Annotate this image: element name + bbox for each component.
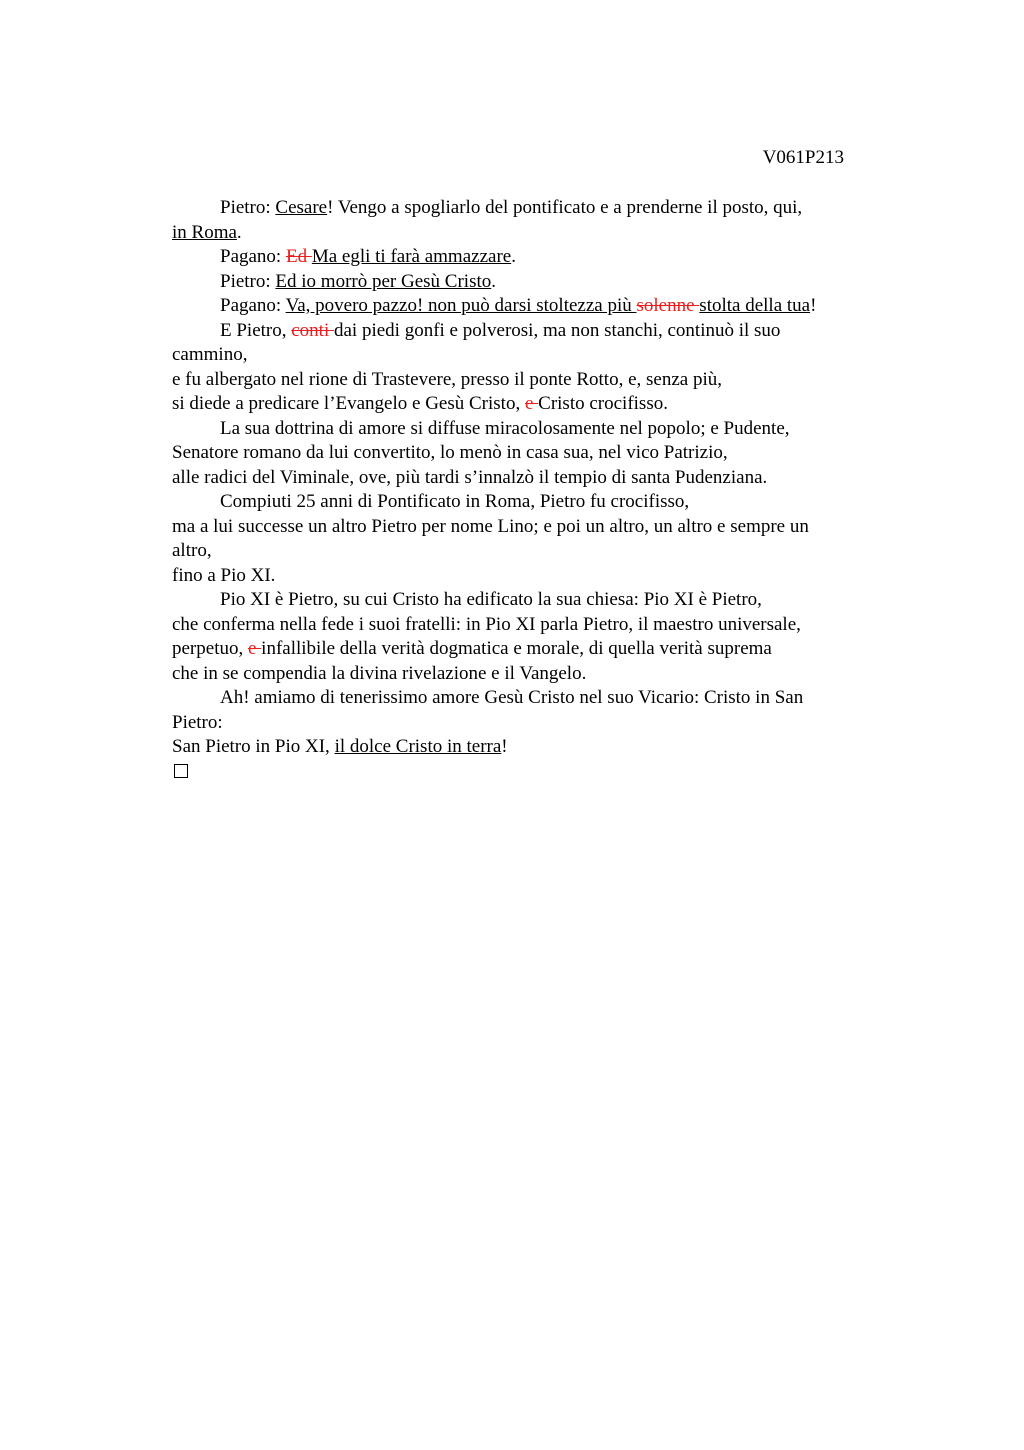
end-square-icon xyxy=(174,764,188,778)
text-run: . xyxy=(236,221,242,243)
paragraph-8: La sua dottrina di amore si diffuse miracolosamente nel popolo; e Pudente, xyxy=(220,417,790,439)
text-run: dai piedi gonfi e polverosi, ma non stanchi, continuò il suo xyxy=(334,319,781,341)
paragraph-2 xyxy=(172,245,882,270)
text-run: . xyxy=(491,270,496,292)
underlined-text: Ma egli ti farà ammazzare xyxy=(311,246,512,267)
deleted-text: Ed xyxy=(285,246,312,267)
text-run: Cristo crocifisso. xyxy=(538,393,668,414)
deleted-text: solenne xyxy=(636,295,700,316)
text-run: perpetuo, xyxy=(172,638,248,659)
paragraph-16 xyxy=(172,637,882,662)
underlined-text: Cesare xyxy=(275,197,328,218)
text-run: ! Vengo a spogliarlo del pontificato e a prenderne il posto, qui, xyxy=(327,197,803,218)
paragraph-19 xyxy=(172,735,882,760)
speaker-label: Pietro: xyxy=(220,197,276,218)
paragraph-13: fino a Pio XI. xyxy=(172,564,276,586)
page-id: V061P213 xyxy=(762,147,844,168)
underlined-text: stolta della tua xyxy=(699,295,811,316)
text-run: ! xyxy=(501,736,508,757)
speaker-label: Pagano: xyxy=(220,295,286,316)
paragraph-12: ma a lui successe un altro Pietro per nome Lino; e poi un altro, un altro e sempre un xyxy=(172,515,809,537)
speaker-label: Pietro: xyxy=(220,270,276,292)
underlined-text: Va, povero pazzo! non può darsi stoltezza più xyxy=(285,295,637,316)
paragraph-12-cont: altro, xyxy=(172,540,212,561)
text-run: E Pietro, xyxy=(220,319,292,341)
paragraph-5-cont: cammino, xyxy=(172,344,248,365)
text-run: . xyxy=(511,246,516,267)
paragraph-11: Compiuti 25 anni di Pontificato in Roma, Pietro fu crocifisso, xyxy=(220,491,690,512)
paragraph-1 xyxy=(172,196,882,221)
paragraph-1-cont xyxy=(172,221,882,246)
paragraph-4 xyxy=(172,294,882,319)
paragraph-3 xyxy=(172,270,882,295)
deleted-text: e xyxy=(524,393,539,414)
deleted-text: e xyxy=(247,638,262,659)
text-run: San Pietro in Pio XI, xyxy=(172,736,335,757)
speaker-label: Pagano: xyxy=(220,246,286,267)
paragraph-6: e fu albergato nel rione di Trastevere, presso il ponte Rotto, e, senza più, xyxy=(172,368,722,390)
paragraph-14: Pio XI è Pietro, su cui Cristo ha edificato la sua chiesa: Pio XI è Pietro, xyxy=(220,589,762,610)
paragraph-18-cont: Pietro: xyxy=(172,711,223,733)
underlined-text: in Roma xyxy=(172,221,237,243)
document-body xyxy=(172,196,882,778)
paragraph-10: alle radici del Viminale, ove, più tardi s’innalzò il tempio di santa Pudenziana. xyxy=(172,466,768,488)
paragraph-18: Ah! amiamo di tenerissimo amore Gesù Cristo nel suo Vicario: Cristo in San xyxy=(220,687,804,708)
paragraph-9: Senatore romano da lui convertito, lo menò in casa sua, nel vico Patrizio, xyxy=(172,442,728,463)
underlined-text: Ed io morrò per Gesù Cristo xyxy=(275,270,492,292)
underlined-text: il dolce Cristo in terra xyxy=(334,736,502,757)
deleted-text: conti xyxy=(291,319,334,341)
paragraph-5 xyxy=(172,319,882,344)
text-run: infallibile della verità dogmatica e morale, di quella verità suprema xyxy=(261,638,772,659)
text-run: si diede a predicare l’Evangelo e Gesù Cristo, xyxy=(172,393,525,414)
paragraph-15: che conferma nella fede i suoi fratelli: in Pio XI parla Pietro, il maestro universale, xyxy=(172,613,801,635)
paragraph-7 xyxy=(172,392,882,417)
paragraph-17: che in se compendia la divina rivelazione e il Vangelo. xyxy=(172,662,587,684)
text-run: ! xyxy=(810,295,817,316)
